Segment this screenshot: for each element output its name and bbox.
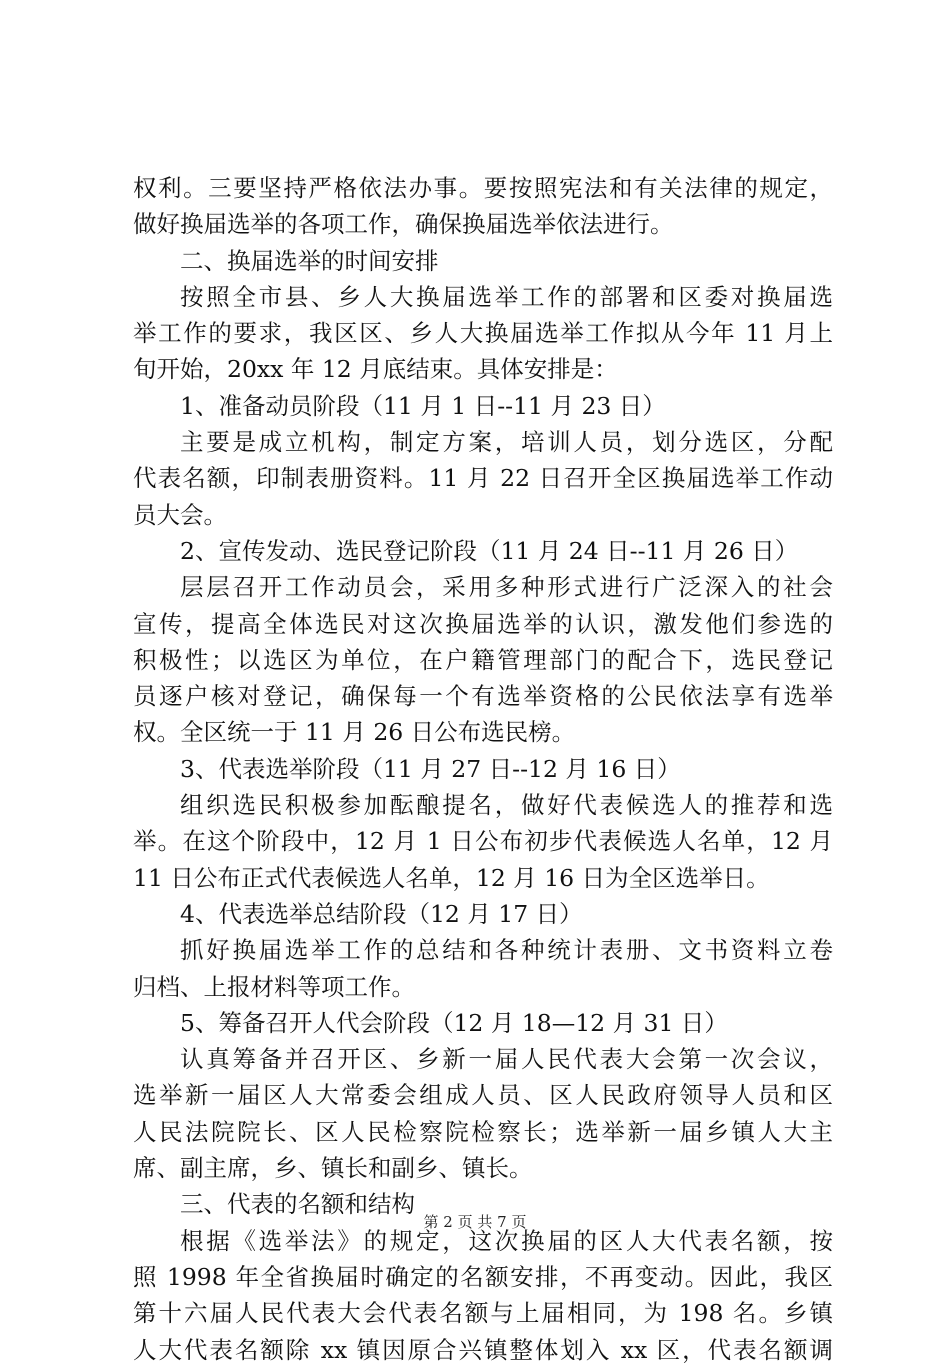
paragraph-first-line: 认真筹备并召开区、乡新一届人民代表大会第一次会议， (180, 1045, 833, 1074)
text-line: 人民法院院长、区人民检察院检察长；选举新一届乡镇人大主 (133, 1117, 833, 1146)
text-line: 举工作的要求，我区区、乡人大换届选举工作拟从今年 11 月上 (133, 319, 833, 348)
paragraph-first-line: 抓好换届选举工作的总结和各种统计表册、文书资料立卷 (180, 936, 833, 965)
text-line: 员逐户核对登记，确保每一个有选举资格的公民依法享有选举 (133, 682, 833, 711)
page-footer (0, 1212, 950, 1232)
paragraph-first-line: 层层召开工作动员会，采用多种形式进行广泛深入的社会 (180, 573, 833, 602)
paragraph-first-line: 主要是成立机构，制定方案，培训人员，划分选区，分配 (180, 428, 833, 457)
text-line: 人大代表名额除 xx 镇因原合兴镇整体划入 xx 区，代表名额调 (133, 1335, 833, 1364)
subsection-heading: 4、代表选举总结阶段（12 月 17 日） (180, 899, 583, 928)
text-line: 积极性；以选区为单位，在户籍管理部门的配合下，选民登记 (133, 645, 833, 674)
subsection-heading: 1、准备动员阶段（11 月 1 日--11 月 23 日） (180, 391, 666, 420)
document-body (133, 170, 833, 1368)
text-line: 照 1998 年全省换届时确定的名额安排，不再变动。因此，我区 (133, 1262, 833, 1291)
text-line: 第十六届人民代表大会代表名额与上届相同，为 198 名。乡镇 (133, 1299, 833, 1328)
page-number: 第 2 页 共 7 页 (423, 1213, 527, 1231)
text-line: 做好换届选举的各项工作，确保换届选举依法进行。 (133, 210, 674, 239)
text-line: 宣传，提高全体选民对这次换届选举的认识，激发他们参选的 (133, 609, 833, 638)
text-line: 员大会。 (133, 500, 227, 529)
paragraph-first-line: 根据《选举法》的规定，这次换届的区人大代表名额，按 (180, 1226, 833, 1255)
paragraph-first-line: 组织选民积极参加酝酿提名，做好代表候选人的推荐和选 (180, 791, 833, 820)
text-line: 席、副主席，乡、镇长和副乡、镇长。 (133, 1154, 533, 1183)
text-line: 举。在这个阶段中，12 月 1 日公布初步代表候选人名单，12 月 (133, 827, 833, 856)
subsection-heading: 2、宣传发动、选民登记阶段（11 月 24 日--11 月 26 日） (180, 536, 799, 565)
subsection-heading: 5、筹备召开人代会阶段（12 月 18—12 月 31 日） (180, 1008, 728, 1037)
text-line: 旬开始，20xx 年 12 月底结束。具体安排是： (133, 355, 618, 384)
section-heading: 三、代表的名额和结构 (180, 1190, 415, 1219)
text-line: 权利。三要坚持严格依法办事。要按照宪法和有关法律的规定， (133, 174, 833, 202)
text-line: 归档、上报材料等项工作。 (133, 972, 415, 1001)
text-line: 代表名额，印制表册资料。11 月 22 日召开全区换届选举工作动 (133, 464, 833, 493)
text-line: 11 日公布正式代表候选人名单，12 月 16 日为全区选举日。 (133, 863, 770, 892)
paragraph-first-line: 按照全市县、乡人大换届选举工作的部署和区委对换届选 (180, 282, 833, 311)
text-line: 权。全区统一于 11 月 26 日公布选民榜。 (133, 718, 576, 747)
subsection-heading: 3、代表选举阶段（11 月 27 日--12 月 16 日） (180, 754, 681, 783)
text-line: 选举新一届区人大常委会组成人员、区人民政府领导人员和区 (133, 1081, 833, 1110)
section-heading: 二、换届选举的时间安排 (180, 246, 439, 275)
